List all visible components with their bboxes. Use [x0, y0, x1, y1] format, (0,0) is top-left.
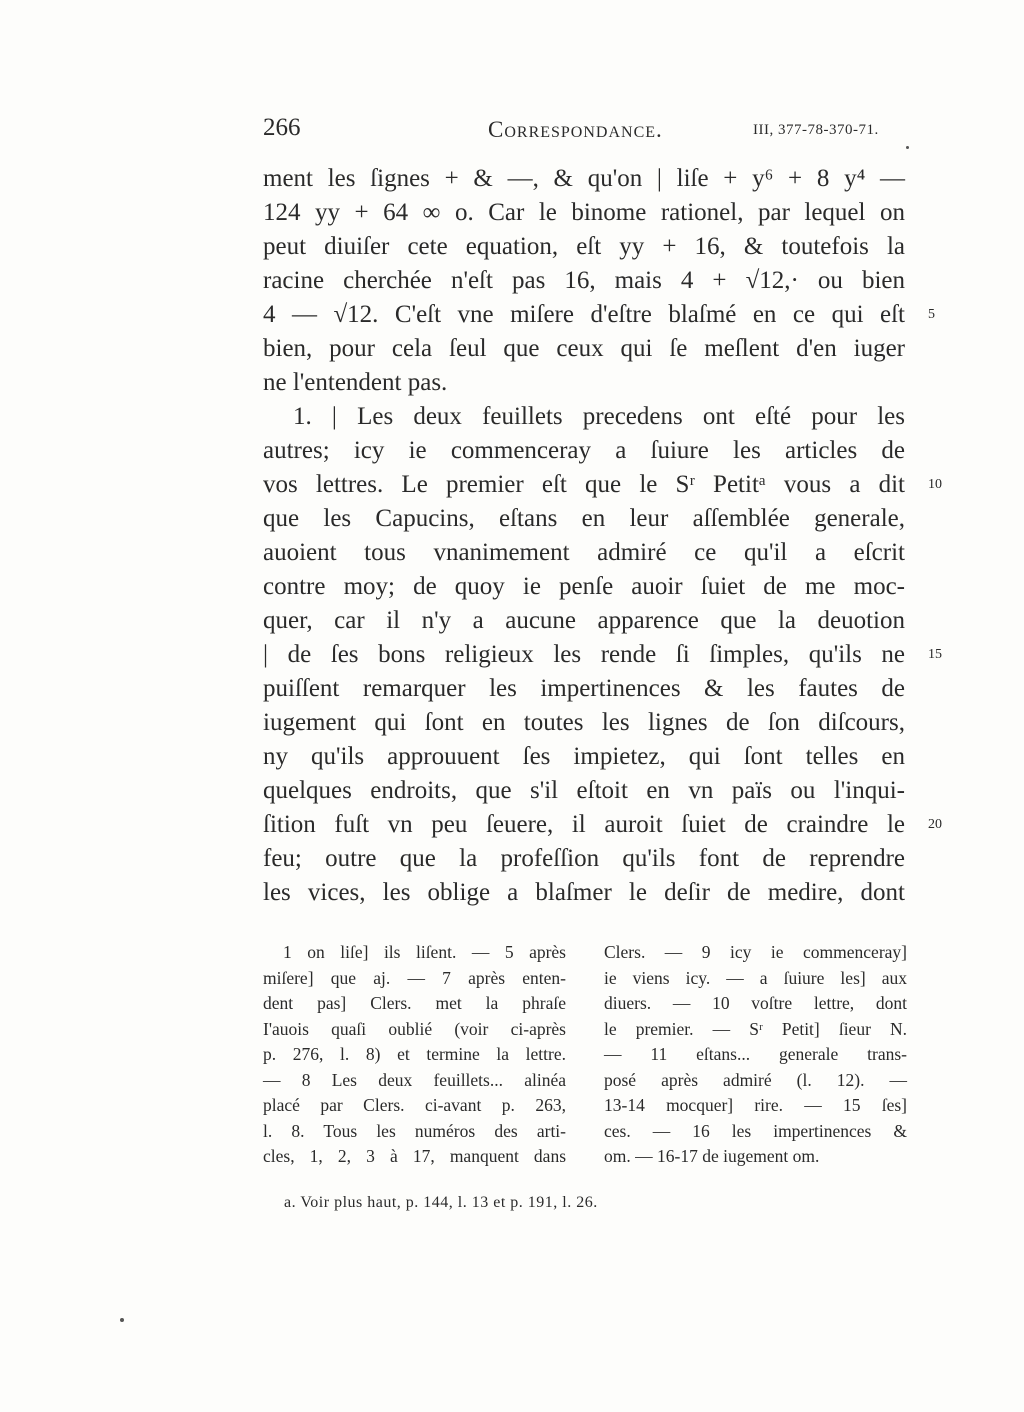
source-reference: III, 377-78-370-71.	[753, 122, 879, 138]
text-line: peut diuiſer cete equation, eſt yy + 16, & toutefois la	[263, 233, 905, 260]
note-line: posé après admiré (l. 12). —	[604, 1069, 907, 1090]
text-line: autres; icy ie commenceray a ſuiure les articles de	[263, 437, 905, 464]
text-line: que les Capucins, eſtans en leur aſſemblée generale,	[263, 505, 905, 532]
line-number: 15	[928, 647, 942, 662]
note-line: ces. — 16 les impertinences &	[604, 1120, 907, 1141]
note-line: cles, 1, 2, 3 à 17, manquent dans	[263, 1146, 566, 1166]
text-line: ment les ſignes + & —, & qu'on | liſe + y⁶ + 8 y⁴ —	[263, 165, 905, 192]
text-line: 124 yy + 64 ∞ o. Car le binome rationel, par lequel on	[263, 199, 905, 226]
note-line: p. 276, l. 8) et termine la lettre.	[263, 1044, 566, 1064]
note-line: Clers. — 9 icy ie commenceray]	[604, 942, 907, 962]
text-line: feu; outre que la profeſſion qu'ils font de reprendre	[263, 845, 905, 872]
note-line: ie viens icy. — a ſuiure les] aux	[604, 967, 907, 988]
text-line: 1. | Les deux feuillets precedens ont eſté pour les	[293, 403, 905, 430]
note-line: — 8 Les deux feuillets... alinéa	[263, 1069, 566, 1090]
text-line: | de ſes bons religieux les rende ſi ſimples, qu'ils ne	[263, 641, 905, 668]
note-line: om. — 16-17 de iugement om.	[604, 1146, 820, 1166]
text-line: racine cherchée n'eſt pas 16, mais 4 + √12,· ou bien	[263, 267, 905, 294]
note-line: diuers. — 10 voſtre lettre, dont	[604, 993, 907, 1013]
text-line: iugement qui ſont en toutes les lignes de ſon diſcours,	[263, 709, 905, 736]
ink-speck	[906, 146, 909, 149]
text-line: quer, car il n'y a aucune apparence que la deuotion	[263, 607, 905, 634]
text-line: bien, pour cela ſeul que ceux qui ſe meſlent d'en iuger	[263, 335, 905, 362]
note-line: le premier. — Sʳ Petit] ſieur N.	[604, 1018, 907, 1039]
text-line: ne l'entendent pas.	[263, 369, 448, 396]
text-line: 4 — √12. C'eſt vne miſere d'eſtre blaſmé en ce qui eſt	[263, 301, 905, 328]
note-line: 1 on liſe] ils liſent. — 5 après	[283, 942, 566, 962]
text-line: puiſſent remarquer les impertinences & les fautes de	[263, 675, 905, 702]
ink-speck	[120, 1318, 124, 1322]
running-title: Correspondance.	[488, 117, 663, 142]
text-line: ny qu'ils approuuent ſes impietez, qui ſont telles en	[263, 743, 905, 770]
note-line: I'auois quaſi oublié (voir ci-après	[263, 1018, 566, 1039]
notes-column-right	[604, 940, 907, 1170]
notes-column-left	[263, 940, 566, 1170]
note-line: miſere] que aj. — 7 après enten-	[263, 967, 566, 988]
text-line: vos lettres. Le premier eſt que le Sʳ Petitᵃ vous a dit	[263, 471, 905, 498]
line-number: 10	[928, 477, 942, 492]
note-line: dent pas] Clers. met la phraſe	[263, 993, 566, 1013]
line-number: 5	[928, 307, 935, 322]
text-line: contre moy; de quoy ie penſe auoir ſuiet de me moc-	[263, 573, 905, 600]
note-line: placé par Clers. ci-avant p. 263,	[263, 1095, 566, 1115]
note-line: — 11 eſtans... generale trans-	[604, 1044, 907, 1064]
text-line: ſition fuſt vn peu ſeuere, il auroit ſuiet de craindre le	[263, 811, 905, 838]
page-header	[263, 114, 913, 150]
text-line: quelques endroits, que s'il eſtoit en vn païs ou l'inqui-	[263, 777, 905, 804]
text-line: auoient tous vnanimement admiré ce qu'il a eſcrit	[263, 539, 905, 566]
footnote: a. Voir plus haut, p. 144, l. 13 et p. 191, l. 26.	[284, 1194, 598, 1211]
page-number: 266	[263, 114, 301, 141]
main-text	[263, 162, 905, 910]
note-line: l. 8. Tous les numéros des arti-	[263, 1120, 566, 1141]
text-line: les vices, les oblige a blaſmer le deſir de medire, dont	[263, 879, 905, 906]
line-number: 20	[928, 817, 942, 832]
note-line: 13-14 mocquer] rire. — 15 ſes]	[604, 1095, 907, 1115]
